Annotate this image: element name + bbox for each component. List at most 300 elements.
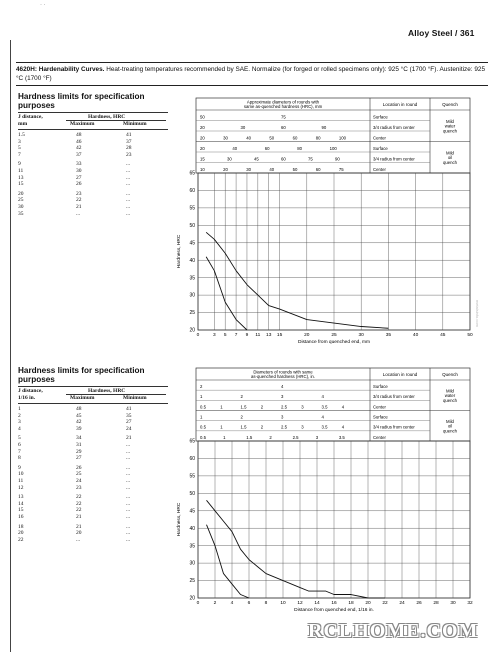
table-row — [18, 145, 168, 152]
cell-distance: 9 — [18, 464, 21, 471]
cell-distance: 16 — [18, 514, 24, 520]
col-min: Minimum — [123, 121, 147, 127]
diameter-value: 60 — [281, 124, 286, 130]
x-tick-label: 0 — [196, 333, 200, 338]
location-label: Surface — [373, 383, 388, 389]
diameter-value: 2 — [260, 424, 264, 430]
table-rule — [18, 129, 168, 130]
cell-min: 27 — [126, 419, 132, 426]
x-tick-label: 14 — [314, 601, 320, 606]
x-tick-label: 6 — [247, 601, 251, 606]
diameter-value: 50 — [269, 135, 275, 141]
min-hardness-curve — [206, 257, 247, 330]
cell-distance: 8 — [18, 455, 21, 462]
location-label: Center — [373, 166, 386, 172]
diameter-value: 2 — [260, 404, 264, 410]
cell-max: 26 — [76, 181, 82, 188]
x-tick-label: 20 — [304, 333, 310, 338]
cell-max: 20 — [76, 530, 82, 537]
x-tick-label: 5 — [223, 333, 227, 338]
cell-max: ... — [76, 536, 81, 543]
diameter-value: 80 — [297, 145, 302, 151]
x-tick-label: 12 — [297, 601, 303, 606]
x-tick-label: 20 — [365, 601, 371, 606]
cell-distance: 15 — [18, 507, 24, 514]
table-row — [18, 537, 168, 544]
cell-min: 21 — [126, 435, 132, 442]
cell-min: ... — [126, 168, 131, 174]
diameter-value: 1 — [220, 404, 223, 410]
x-tick-label: 0 — [196, 601, 200, 606]
min-hardness-curve — [207, 525, 250, 598]
cell-distance: 6 — [18, 442, 21, 448]
table-row — [18, 139, 168, 146]
table-row — [18, 197, 168, 204]
diameter-value: 3 — [301, 404, 304, 410]
quench-label: Mild — [446, 150, 454, 156]
x-tick-label: 11 — [255, 333, 261, 338]
diameter-value: 1.5 — [240, 404, 247, 410]
quench-label: Mild — [446, 388, 454, 394]
table-row — [18, 406, 168, 413]
diameter-header: Diameters of rounds with same as-quenched hardness (HRC), in. — [250, 369, 316, 380]
y-tick-label: 25 — [189, 578, 195, 585]
diameter-value: 3 — [315, 434, 319, 440]
scan-mark: · · — [40, 2, 46, 8]
diameter-value: 40 — [246, 135, 252, 141]
cell-max: 21 — [76, 514, 82, 520]
cell-max: 30 — [76, 168, 82, 174]
cell-distance: 5 — [18, 145, 21, 152]
diameter-header: Approximate diameters of rounds with same as-quenched hardness (HRC), mm — [243, 99, 323, 110]
y-tick-label: 20 — [189, 327, 195, 334]
cell-max: ... — [76, 210, 81, 217]
diameter-value: 60 — [292, 135, 298, 141]
x-axis-label: Distance from quenched end, 1/16 in. — [294, 608, 374, 613]
hardenability-chart-mm — [168, 96, 488, 352]
y-tick-label: 60 — [189, 188, 195, 195]
cell-max: 24 — [76, 478, 82, 484]
cell-min: 41 — [126, 406, 132, 412]
table-row — [18, 442, 168, 449]
diameter-value: 2 — [240, 414, 243, 420]
diameter-value: 30 — [246, 166, 252, 172]
diameter-value: 2 — [200, 383, 203, 389]
diameter-value: 90 — [321, 124, 327, 130]
x-tick-label: 4 — [230, 601, 234, 606]
cell-max: 48 — [76, 406, 82, 412]
watermark: RCLHOME.COM — [308, 620, 479, 642]
x-tick-label: 10 — [280, 601, 286, 606]
location-label: 3/4 radius from center — [373, 124, 415, 130]
quench-label: quench — [442, 428, 458, 434]
y-tick-label: 45 — [189, 240, 195, 247]
col-distance: J distance, — [18, 114, 43, 120]
cell-min: 24 — [126, 425, 132, 432]
diameter-value: 15 — [200, 156, 205, 162]
diameter-value: 1 — [200, 414, 203, 420]
diameter-value: 3 — [301, 424, 304, 430]
y-tick-label: 50 — [189, 222, 195, 229]
y-tick-label: 65 — [189, 438, 195, 445]
diameter-value: 0.5 — [200, 404, 206, 410]
cell-distance: 35 — [18, 210, 24, 217]
x-tick-label: 8 — [264, 601, 268, 606]
cell-distance: 20 — [18, 530, 24, 537]
col-hardness: Hardness, HRC — [88, 114, 126, 120]
cell-distance: 9 — [18, 161, 21, 168]
x-tick-label: 30 — [450, 601, 456, 606]
diameter-value: 1 — [200, 394, 203, 400]
location-label: Surface — [373, 414, 388, 420]
quench-label: water — [444, 393, 456, 399]
diameter-value: 60 — [315, 166, 321, 172]
diameter-value: 20 — [200, 135, 205, 141]
x-tick-label: 15 — [276, 333, 283, 338]
x-tick-label: 32 — [467, 601, 473, 606]
cell-max: 42 — [76, 419, 82, 426]
diameter-value: 60 — [264, 145, 270, 151]
table-row — [18, 152, 168, 159]
location-header: Location in round — [382, 102, 418, 107]
cell-distance: 11 — [18, 168, 24, 174]
diameter-value: 2.5 — [281, 404, 287, 410]
cell-max: 45 — [76, 412, 82, 419]
y-tick-label: 55 — [189, 473, 195, 480]
cell-max: 23 — [76, 190, 82, 197]
quench-label: quench — [442, 128, 458, 134]
hardenability-chart-inch — [168, 366, 488, 620]
x-tick-label: 26 — [416, 601, 422, 606]
diameter-value: 20 — [200, 124, 205, 130]
quench-label: quench — [442, 397, 458, 403]
location-header: Location in round — [382, 372, 418, 377]
cell-distance: 22 — [18, 536, 24, 543]
cell-min: ... — [126, 455, 131, 462]
intro-title: 4620H: Hardenability Curves. — [16, 66, 105, 73]
quench-header: Quench — [442, 102, 458, 107]
quench-label: water — [444, 123, 456, 129]
y-tick-label: 35 — [189, 543, 195, 550]
diameter-value: 80 — [315, 135, 321, 141]
y-tick-label: 35 — [189, 275, 195, 282]
table-row — [18, 449, 168, 456]
cell-min: ... — [126, 161, 131, 168]
table-rule — [18, 403, 168, 404]
cell-distance: 1.5 — [18, 132, 25, 138]
x-tick-label: 35 — [385, 333, 392, 338]
diameter-value: 45 — [254, 156, 259, 162]
x-tick-label: 50 — [467, 333, 473, 338]
diameter-value: 90 — [335, 156, 340, 162]
cell-max: 22 — [76, 500, 82, 507]
y-tick-label: 65 — [189, 170, 195, 177]
x-tick-label: 30 — [358, 333, 364, 338]
cell-distance: 18 — [18, 523, 24, 530]
cell-min: ... — [126, 484, 131, 491]
diameter-value: 50 — [200, 114, 205, 120]
x-tick-label: 16 — [331, 601, 337, 606]
diameter-value: 4 — [341, 404, 345, 410]
cell-min: ... — [126, 536, 131, 543]
quench-label: quench — [442, 159, 458, 165]
cell-min: ... — [126, 197, 131, 204]
cell-distance: 7 — [18, 448, 21, 455]
diameter-value: 40 — [269, 166, 275, 172]
x-axis-label: Distance from quenched end, mm — [298, 340, 370, 345]
cell-max: 33 — [76, 161, 82, 168]
cell-max: 31 — [76, 442, 82, 448]
cell-min: ... — [126, 174, 131, 181]
chart-svg — [168, 96, 488, 352]
diameter-value: 75 — [338, 166, 344, 172]
cell-max: 29 — [76, 448, 82, 455]
cell-min: ... — [126, 181, 131, 188]
intro-text: Heat-treating temperatures recommended by SAE. Normalize (for forged or rolled specimens only): 925 °C (1700 °F). Austenitize: 925 °C (1700 °F) — [16, 66, 486, 82]
cell-distance: 3 — [18, 419, 21, 426]
x-tick-label: 2 — [213, 601, 217, 606]
x-tick-label: 7 — [234, 333, 238, 338]
y-tick-label: 50 — [189, 490, 195, 497]
cell-min: ... — [126, 500, 131, 507]
table-row — [18, 204, 168, 211]
max-hardness-curve — [207, 500, 386, 598]
x-tick-label: 22 — [382, 601, 388, 606]
diameter-value: 2.5 — [281, 424, 287, 430]
diameter-value: 3 — [281, 414, 284, 420]
table-rule — [18, 386, 168, 387]
cell-max: 48 — [76, 132, 82, 138]
cell-max: 22 — [76, 197, 82, 204]
cell-max: 25 — [76, 471, 82, 478]
location-label: Center — [373, 404, 386, 410]
chart-svg — [168, 366, 488, 620]
cell-distance: 20 — [18, 190, 24, 197]
quench-label: oil — [447, 155, 453, 161]
cell-min: ... — [126, 448, 131, 455]
table-row — [18, 478, 168, 485]
x-tick-label: 25 — [331, 333, 337, 338]
table-row — [18, 524, 168, 531]
diameter-value: 1 — [220, 424, 223, 430]
diameter-value: 3.5 — [321, 424, 328, 430]
cell-min: ... — [126, 210, 131, 217]
hardness-table-inch — [18, 386, 168, 566]
col-hardness: Hardness, HRC — [88, 388, 126, 394]
cell-min: 23 — [126, 151, 132, 158]
table-row — [18, 426, 168, 433]
diameter-value: 100 — [338, 135, 347, 141]
cell-min: ... — [126, 190, 131, 197]
cell-distance: 1 — [18, 406, 21, 412]
table-row — [18, 419, 168, 426]
cell-max: 23 — [76, 484, 82, 491]
diameter-value: 3.5 — [338, 434, 345, 440]
cell-min: 37 — [126, 138, 132, 145]
table-row — [18, 514, 168, 521]
location-label: Center — [373, 434, 386, 440]
section1-title: Hardness limits for specification purposes — [18, 92, 145, 110]
diameter-value: 4 — [341, 424, 345, 430]
cell-min: ... — [126, 478, 131, 484]
quench-header: Quench — [442, 372, 458, 377]
table-row — [18, 413, 168, 420]
cell-min: ... — [126, 494, 131, 501]
diameter-value: 50 — [292, 166, 298, 172]
table-row — [18, 132, 168, 139]
x-tick-label: 18 — [348, 601, 354, 606]
x-tick-label: 3 — [212, 333, 216, 338]
diameter-value: 2 — [269, 434, 272, 440]
y-axis-label: Hardness, HRC — [177, 234, 182, 269]
cell-max: 22 — [76, 494, 82, 501]
cell-min: 35 — [126, 412, 132, 419]
cell-distance: 30 — [18, 204, 24, 210]
x-tick-label: 9 — [245, 333, 249, 338]
quench-label: Mild — [446, 118, 454, 124]
cell-min: ... — [126, 530, 131, 537]
cell-min: ... — [126, 507, 131, 514]
cell-max: 22 — [76, 507, 82, 514]
y-tick-label: 20 — [189, 595, 195, 602]
cell-min: ... — [126, 514, 131, 520]
diameter-value: 20 — [200, 145, 205, 151]
table-row — [18, 161, 168, 168]
table-row — [18, 191, 168, 198]
cell-distance: 7 — [18, 151, 21, 158]
location-label: Surface — [373, 114, 388, 120]
diameter-value: 0.5 — [200, 434, 206, 440]
location-label: 3/4 radius from center — [373, 394, 415, 400]
col-max: Maximum — [70, 395, 95, 401]
cell-distance: 25 — [18, 197, 24, 204]
diameter-value: 75 — [308, 156, 313, 162]
diameter-value: 20 — [223, 166, 228, 172]
x-tick-label: 24 — [399, 601, 405, 606]
cell-min: ... — [126, 471, 131, 478]
table-row — [18, 530, 168, 537]
cell-min: ... — [126, 204, 131, 210]
diameter-value: 3.5 — [321, 404, 328, 410]
header-table-frame — [196, 368, 470, 441]
quench-label: Mild — [446, 418, 454, 424]
diameter-value: 30 — [227, 156, 232, 162]
cell-max: 42 — [76, 145, 82, 152]
cell-min: 41 — [126, 132, 132, 138]
col-min: Minimum — [123, 395, 147, 401]
x-tick-label: 28 — [433, 601, 439, 606]
diameter-value: 2.5 — [292, 434, 299, 440]
diameter-value: 60 — [281, 156, 286, 162]
cell-max: 27 — [76, 174, 82, 181]
table-row — [18, 471, 168, 478]
cell-min: ... — [126, 464, 131, 471]
table-row — [18, 485, 168, 492]
location-label: Center — [373, 135, 386, 141]
table-row — [18, 168, 168, 175]
diameter-value: 100 — [329, 145, 337, 151]
diameter-value: 30 — [240, 124, 246, 130]
table-row — [18, 501, 168, 508]
page-header: Alloy Steel / 361 — [408, 28, 475, 38]
y-tick-label: 30 — [189, 292, 195, 299]
diameter-value: 30 — [223, 135, 228, 141]
location-label: Surface — [373, 145, 388, 151]
cell-min: ... — [126, 442, 131, 448]
cell-distance: 12 — [18, 484, 24, 491]
cell-distance: 13 — [18, 494, 24, 501]
x-tick-label: 45 — [440, 333, 446, 338]
cell-min: 28 — [126, 145, 132, 152]
x-tick-label: 40 — [412, 333, 419, 338]
table-row — [18, 507, 168, 514]
y-tick-label: 45 — [189, 508, 195, 515]
cell-distance: 4 — [18, 425, 21, 432]
y-tick-label: 30 — [189, 560, 195, 567]
table-row — [18, 494, 168, 501]
y-tick-label: 40 — [189, 525, 195, 532]
cell-max: 26 — [76, 464, 82, 471]
cell-max: 39 — [76, 425, 82, 432]
location-label: 3/4 radius from center — [373, 156, 415, 162]
y-tick-label: 25 — [189, 310, 195, 317]
cell-min: ... — [126, 523, 131, 530]
cell-max: 21 — [76, 523, 82, 530]
cell-distance: 14 — [18, 500, 24, 507]
table-row — [18, 435, 168, 442]
diameter-value: 40 — [232, 145, 238, 151]
diameter-value: 0.5 — [200, 424, 206, 430]
cell-max: 27 — [76, 455, 82, 462]
section2-title: Hardness limits for specification purposes — [18, 366, 145, 384]
cell-distance: 10 — [18, 471, 24, 478]
table-row — [18, 175, 168, 182]
y-tick-label: 55 — [189, 205, 195, 212]
cell-max: 46 — [76, 138, 82, 145]
cell-distance: 13 — [18, 174, 24, 181]
cell-distance: 5 — [18, 435, 21, 442]
col-max: Maximum — [70, 121, 95, 127]
diameter-value: 10 — [200, 166, 205, 172]
margin-rule — [10, 40, 11, 652]
diameter-value: 1.5 — [240, 424, 247, 430]
table-row — [18, 181, 168, 188]
cell-distance: 3 — [18, 138, 21, 145]
col-distance-unit: mm — [18, 121, 28, 127]
diameter-value: 4 — [321, 414, 324, 420]
diameter-value: 3 — [281, 394, 284, 400]
cell-distance: 11 — [18, 478, 24, 484]
cell-max: 21 — [76, 204, 82, 210]
diameter-value: 4 — [281, 383, 284, 389]
diameter-value: 4 — [321, 394, 324, 400]
y-axis-label: Hardness, HRC — [177, 502, 182, 537]
table-row — [18, 465, 168, 472]
side-stamp: metalsinfo.com — [475, 300, 480, 327]
quench-label: oil — [447, 423, 453, 429]
cell-max: 34 — [76, 435, 82, 442]
table-rule — [18, 112, 168, 113]
table-row — [18, 211, 168, 218]
location-label: 3/4 radius from center — [373, 424, 415, 430]
header-table-frame — [196, 98, 470, 173]
col-distance-unit: 1/16 in. — [18, 395, 36, 401]
col-distance: J distance, — [18, 388, 43, 394]
cell-distance: 15 — [18, 181, 24, 188]
y-tick-label: 40 — [189, 257, 195, 264]
cell-max: 37 — [76, 151, 82, 158]
cell-distance: 2 — [18, 412, 21, 419]
